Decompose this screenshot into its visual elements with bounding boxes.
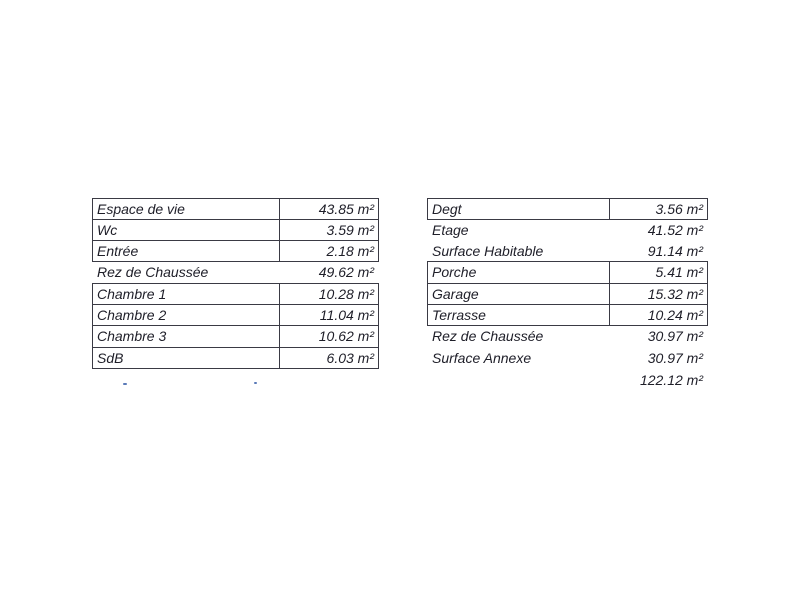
scan-speck [254,382,257,384]
room-label: Espace de vie [97,201,185,217]
room-label: Chambre 1 [97,286,167,302]
subtotal-value: 41.52 m² [647,222,703,238]
table-row [428,305,707,325]
table-row [428,284,707,304]
subtotal-value: 49.62 m² [318,264,374,280]
table-row [93,326,378,346]
table-row [428,262,707,282]
area-value: 3.56 m² [655,201,703,217]
table-row [428,199,707,219]
area-value: 3.59 m² [326,222,374,238]
area-value: 10.62 m² [318,328,374,344]
table-row [93,284,378,304]
table-row [93,348,378,368]
table-row [93,220,378,240]
table-row [93,305,378,325]
area-value: 5.41 m² [655,264,703,280]
area-value: 10.24 m² [647,307,703,323]
area-value: 6.03 m² [326,350,374,366]
subtotal-label: Surface Annexe [432,350,532,366]
room-label: SdB [97,350,124,366]
scan-speck [123,383,127,385]
grand-total-label [428,370,608,390]
area-value: 43.85 m² [318,201,374,217]
area-value: 10.28 m² [318,286,374,302]
subtotal-row [428,220,707,240]
area-value: 11.04 m² [319,307,374,323]
room-label: Garage [432,286,479,302]
grand-total-value: 122.12 m² [639,372,703,388]
table-row [93,199,378,219]
subtotal-label: Rez de Chaussée [432,328,544,344]
subtotal-row [428,326,707,346]
room-label: Chambre 2 [97,307,167,323]
room-label: Entrée [97,243,139,259]
room-label: Porche [432,264,477,280]
subtotal-value: 30.97 m² [647,350,703,366]
area-value: 2.18 m² [326,243,374,259]
subtotal-label: Rez de Chaussée [97,264,209,280]
subtotal-label: Surface Habitable [432,243,544,259]
subtotal-value: 91.14 m² [647,243,703,259]
table-row [93,241,378,261]
subtotal-row [428,241,707,261]
area-value: 15.32 m² [647,286,703,302]
room-label: Terrasse [432,307,486,323]
grand-total-row [428,370,707,390]
subtotal-label: Etage [432,222,469,238]
room-label: Wc [97,222,118,238]
subtotal-value: 30.97 m² [647,328,703,344]
subtotal-row [93,262,378,282]
room-label: Degt [432,201,462,217]
room-label: Chambre 3 [97,328,167,344]
subtotal-row [428,348,707,368]
